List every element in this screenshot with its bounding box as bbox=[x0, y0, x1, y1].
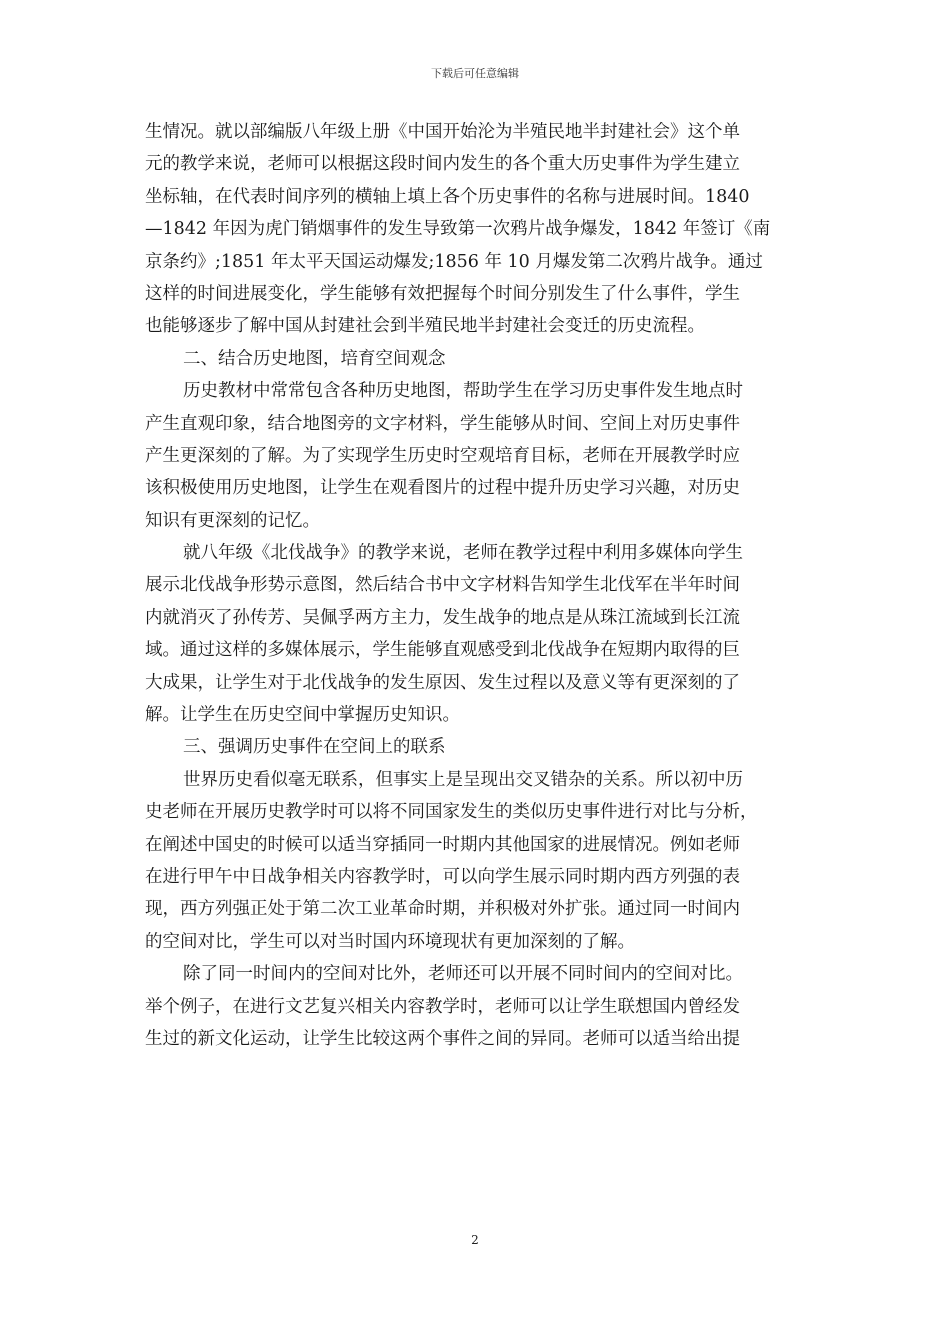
page-number: 2 bbox=[471, 1233, 479, 1247]
text-line: 现，西方列强正处于第二次工业革命时期，并积极对外扩张。通过同一时间内 bbox=[145, 899, 740, 920]
text-line: 坐标轴，在代表时间序列的横轴上填上各个历史事件的名称与进展时间。1840 bbox=[145, 186, 750, 207]
text-line: —1842 年因为虎门销烟事件的发生导致第一次鸦片战争爆发，1842 年签订《南 bbox=[145, 219, 771, 240]
text-line: 就八年级《北伐战争》的教学来说，老师在教学过程中利用多媒体向学生 bbox=[183, 543, 743, 564]
text-line: 该积极使用历史地图，让学生在观看图片的过程中提升历史学习兴趣，对历史 bbox=[145, 478, 740, 499]
text-line: 京条约》;1851 年太平天国运动爆发;1856 年 10 月爆发第二次鸦片战争。通过 bbox=[145, 251, 763, 272]
text-line: 元的教学来说，老师可以根据这段时间内发生的各个重大历史事件为学生建立 bbox=[145, 154, 740, 175]
text-line: 的空间对比，学生可以对当时国内环境现状有更加深刻的了解。 bbox=[145, 931, 635, 952]
text-line: 也能够逐步了解中国从封建社会到半殖民地半封建社会变迁的历史流程。 bbox=[145, 316, 705, 337]
text-line: 知识有更深刻的记忆。 bbox=[145, 510, 320, 531]
text-line: 在阐述中国史的时候可以适当穿插同一时期内其他国家的进展情况。例如老师 bbox=[145, 834, 740, 855]
text-line: 历史教材中常常包含各种历史地图，帮助学生在学习历史事件发生地点时 bbox=[183, 381, 743, 402]
text-line: 展示北伐战争形势示意图，然后结合书中文字材料告知学生北伐军在半年时间 bbox=[145, 575, 740, 596]
text-line: 大成果，让学生对于北伐战争的发生原因、发生过程以及意义等有更深刻的了 bbox=[145, 672, 740, 693]
text-line: 内就消灭了孙传芳、吴佩孚两方主力，发生战争的地点是从珠江流域到长江流 bbox=[145, 607, 740, 628]
text-line: 产生直观印象，结合地图旁的文字材料，学生能够从时间、空间上对历史事件 bbox=[145, 413, 740, 434]
document-body bbox=[145, 116, 810, 1055]
text-line: 世界历史看似毫无联系，但事实上是呈现出交叉错杂的关系。所以初中历 bbox=[183, 769, 743, 790]
text-line: 除了同一时间内的空间对比外，老师还可以开展不同时间内的空间对比。 bbox=[183, 964, 743, 985]
section-heading: 二、结合历史地图，培育空间观念 bbox=[183, 348, 446, 369]
text-line: 域。通过这样的多媒体展示，学生能够直观感受到北伐战争在短期内取得的巨 bbox=[145, 640, 740, 661]
text-line: 生情况。就以部编版八年级上册《中国开始沦为半殖民地半封建社会》这个单 bbox=[145, 122, 740, 142]
page-header: 下载后可任意编辑 bbox=[431, 67, 519, 80]
text-line: 在进行甲午中日战争相关内容教学时，可以向学生展示同时期内西方列强的表 bbox=[145, 866, 740, 887]
text-line: 解。让学生在历史空间中掌握历史知识。 bbox=[145, 705, 460, 726]
text-line: 这样的时间进展变化，学生能够有效把握每个时间分别发生了什么事件，学生 bbox=[145, 283, 740, 304]
text-line: 史老师在开展历史教学时可以将不同国家发生的类似历史事件进行对比与分析， bbox=[145, 802, 758, 823]
text-line: 举个例子，在进行文艺复兴相关内容教学时，老师可以让学生联想国内曾经发 bbox=[145, 996, 740, 1017]
section-heading: 三、强调历史事件在空间上的联系 bbox=[183, 737, 446, 758]
text-line: 生过的新文化运动，让学生比较这两个事件之间的异同。老师可以适当给出提 bbox=[145, 1028, 740, 1049]
text-line: 产生更深刻的了解。为了实现学生历史时空观培育目标，老师在开展教学时应 bbox=[145, 445, 740, 466]
